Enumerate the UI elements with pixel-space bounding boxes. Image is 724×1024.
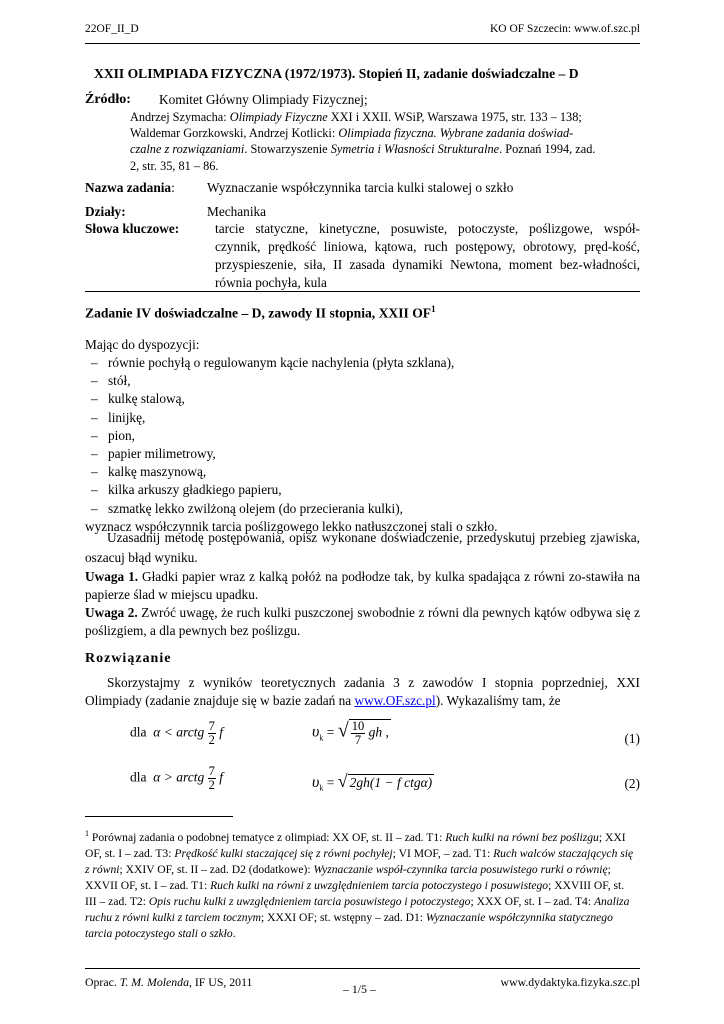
eq1-equals: = [326,724,335,740]
header-left: 22OF_II_D [85,23,139,35]
list-item [91,354,454,372]
solution-heading: Rozwiązanie [85,651,172,666]
source-body [130,91,629,174]
note-1-text: Gładki papier wraz z kalką połóż na podłodze tak, by kulka spadająca z równi zo-stawiła na papierze ślad w miejscu upadku. [85,569,640,603]
list-item [91,390,454,408]
fn-s2: ; XXI OF, st. I – zad. T3: [85,830,626,860]
ref1-publisher: . WSiP, Warszawa 1975, str. 133 – 138; [388,110,582,124]
list-item-text: stół, [108,373,131,389]
dash: – [91,482,98,498]
keywords-value: tarcie statyczne, kinetyczne, posuwiste, potoczyste, poślizgowe, współ-czynnik, prędkość liniowa, kątowa, ruch postępowy, obrotowy, pręd-kość, przyspieszenie, siła, II zasada dynamiki Newtona, moment bez-władności, równia pochyła, kula [215,221,640,290]
equation-2-condition [130,765,223,792]
list-item-text: kulkę stalową, [108,391,185,407]
note-2 [85,604,640,640]
fn-s3: ; VI MOF, – zad. T1: [392,846,494,860]
ref1-vol: XXI i XXII [327,110,389,124]
eq1-fraction [208,720,216,747]
note-2-text: Zwróć uwagę, że ruch kulki puszczonej swobodnie z równi dla pewnych kątów odbywa się z poślizgiem, a dla pewnych bez poślizgu. [85,605,640,639]
list-item [91,481,454,499]
footnote-marker: 1 [85,829,89,838]
ref1-title: Olimpiady Fizyczne [229,110,328,124]
dash: – [91,500,98,516]
list-item [91,445,454,463]
fn-s6i: Opis ruchu kulki z uwzględnieniem tarcia posuwistego i potoczystego [148,894,471,908]
keywords-label: Słowa kluczowe: [85,221,180,236]
fn-s6: ; XXVIII OF, st. III – zad. T2: [85,878,625,908]
eq2-fraction [208,765,216,792]
footer-right: www.dydaktyka.fizyka.szc.pl [500,975,640,989]
eq1-sub: k [319,733,324,743]
fn-s1i: Ruch kulki na równi bez poślizgu [445,830,599,844]
fn-s4: ; XXIV OF, st. II – zad. D2 (dodatkowe): [119,862,314,876]
list-item [91,427,454,445]
sections-label: Działy: [85,204,126,219]
task-instruction: wyznacz współczynnik tarcia poślizgowego lekko natłuszczonej stali o szkło. [85,519,498,534]
task-title-a: Zadanie IV doświadczalne – D [85,305,262,321]
footer-left-a: Oprac. [85,975,120,989]
ref2-pub-name: Symetria i Własności Strukturalne [330,142,500,157]
eq2-dla: dla [130,769,147,785]
equipment-list [91,354,454,518]
fn-s5i: Ruch kulki na równi z uwzględnieniem tarcia potoczystego i posuwistego [210,878,549,892]
sections-value: Mechanika [207,204,267,219]
eq2-cond: α > arctg [153,769,205,785]
list-item-text: kalkę maszynową, [108,464,207,480]
task-name-value: Wyznaczanie współczynnika tarcia kulki stalowej o szkło [207,180,514,195]
list-item [91,463,454,481]
source-ref-1 [130,109,629,125]
equation-1-condition [130,720,223,747]
footer-left [85,975,252,990]
fn-s8i: Wyznaczanie współczynnika statycznego tarcia potoczystego stali o szkło [85,910,613,940]
title-part-3: , zadanie doświadczalne – D [416,66,579,81]
solution-paragraph [85,674,640,710]
document-title [94,66,579,82]
list-item-text: kilka arkuszy gładkiego papieru, [108,482,282,498]
ref2-title-b: czalne z rozwiązaniami [130,142,245,157]
footnote-ref: 1 [431,304,436,314]
eq1-rden: 7 [354,733,362,747]
task-title [85,304,436,322]
ref2-authors: Waldemar Gorzkowski, Andrzej Kotlicki: [130,126,339,141]
source-line-1: Komitet Główny Olimpiady Fizycznej; [159,92,368,107]
source-label: Źródło: [85,92,131,107]
ref1-authors: Andrzej Szymacha: [130,110,230,124]
fn-s9: . [232,926,236,940]
list-item [91,500,454,518]
dash: – [91,427,98,443]
eq1-rnum: 10 [351,719,365,733]
note-1 [85,568,640,604]
equation-2-formula [312,771,434,793]
eq1-cond: α < arctg [153,724,205,740]
task-paragraph-2 [85,528,640,568]
solution-p1-a: Skorzystajmy z wyników teoretycznych zadania 3 z zawodów I stopnia poprzedniej, XXI Olimpiady (zadanie znajduje się w bazie zadań na [85,675,640,709]
eq2-equals: = [326,775,335,790]
dash: – [91,409,98,425]
list-item-text: papier milimetrowy, [108,446,216,462]
task-name-label [85,179,175,197]
eq2-num: 7 [208,764,215,778]
fn-s3i: Ruch walców staczających się z równi [85,846,634,876]
solution-p1-b: ). Wykazaliśmy tam, że [435,693,561,709]
footnote-rule [85,816,233,817]
fn-s7i: Analiza ruchu z równi kulki z tarciem tocznym [85,894,630,924]
eq1-den: 2 [208,733,215,747]
fn-s4i: Wyznaczanie współ-czynnika tarcia posuwistego rurki o równię [313,862,608,876]
equation-2-number: (2) [624,776,640,791]
ref2-pub-b: . Poznań 1994, zad. [499,142,596,157]
task-title-b: , zawody II stopnia [261,305,372,321]
list-item-text: pion, [108,427,135,443]
eq1-rfrac [351,720,366,747]
eq2-f: f [219,769,223,785]
equation-1-number: (1) [624,731,640,746]
task-name-label-text: Nazwa zadania [85,180,172,195]
page-number: – 1/5 – [343,982,376,996]
eq1-sqrt-icon: √ [337,719,349,742]
eq1-num: 7 [208,719,215,733]
list-item [91,372,454,390]
note-2-label: Uwaga 2. [85,605,138,620]
task-intro: Mając do dyspozycji: [85,337,200,352]
ref2-pub-a: . Stowarzyszenie [244,142,331,157]
fn-s5: ; XXVII OF, st. I – zad. T1: [85,862,611,892]
footnote [85,826,635,942]
footer-rule [85,968,640,969]
list-item [91,409,454,427]
fn-s1: Porównaj zadania o podobnej tematyce z olimpiad: XX OF, st. II – zad. T1: [89,830,446,844]
footer-left-c: , IF US, 2011 [188,975,253,989]
section-rule [85,291,640,292]
eq2-lhs: υ [312,774,320,791]
title-part-1: XXII OLIMPIADA FIZYCZNA (1972/1973) [94,66,352,81]
list-item-text: równie pochyłą o regulowanym kącie nachylenia (płyta szklana), [108,355,455,370]
note-1-label: Uwaga 1. [85,569,139,584]
task-p2-text: Uzasadnij metodę postępowania, opisz wykonane doświadczenie, przedyskutuj przebieg zjawiska, oszacuj błąd wyniku. [85,530,640,565]
title-part-2: . Stopień II [351,66,417,81]
eq2-sqrt-icon: √ [337,771,348,791]
ref2-pages: 2, str. 35, 81 – 86. [130,158,219,173]
dash: – [91,464,98,480]
eq2-den: 2 [208,778,215,792]
eq2-radicand: 2gh(1 − f ctgα) [349,775,433,790]
dash: – [91,446,98,462]
header-rule [85,43,640,44]
eq1-dla: dla [130,724,147,740]
dash: – [91,355,98,370]
dash: – [91,391,98,407]
eq1-radicand [349,719,391,747]
list-item-text: linijkę, [108,409,146,425]
equation-1-formula [312,719,391,747]
eq1-rest: gh , [368,724,389,740]
fn-s8: ; XXXI OF; st. wstępny – zad. D1: [261,910,426,924]
dash: – [91,373,98,389]
list-item-text: szmatkę lekko zwilżoną olejem (do przecierania kulki), [108,500,403,516]
fn-s7: ; XXX OF, st. I – zad. T4: [470,894,594,908]
eq1-lhs: υ [312,723,320,741]
eq1-f: f [219,724,223,740]
ref2-title-a: Olimpiada fizyczna. Wybrane zadania doświad- [338,126,574,141]
task-name-colon: : [171,180,175,195]
eq2-sub: k [319,783,324,793]
footer-author: T. M. Molenda [119,975,189,989]
header-right: KO OF Szczecin: www.of.szc.pl [490,23,640,35]
task-title-c: , XXII OF [371,305,432,321]
of-link[interactable]: www.OF.szc.pl [354,693,436,709]
source-ref-2 [130,125,629,174]
fn-s2i: Prędkość kulki staczającej się z równi pochyłej [174,846,393,860]
